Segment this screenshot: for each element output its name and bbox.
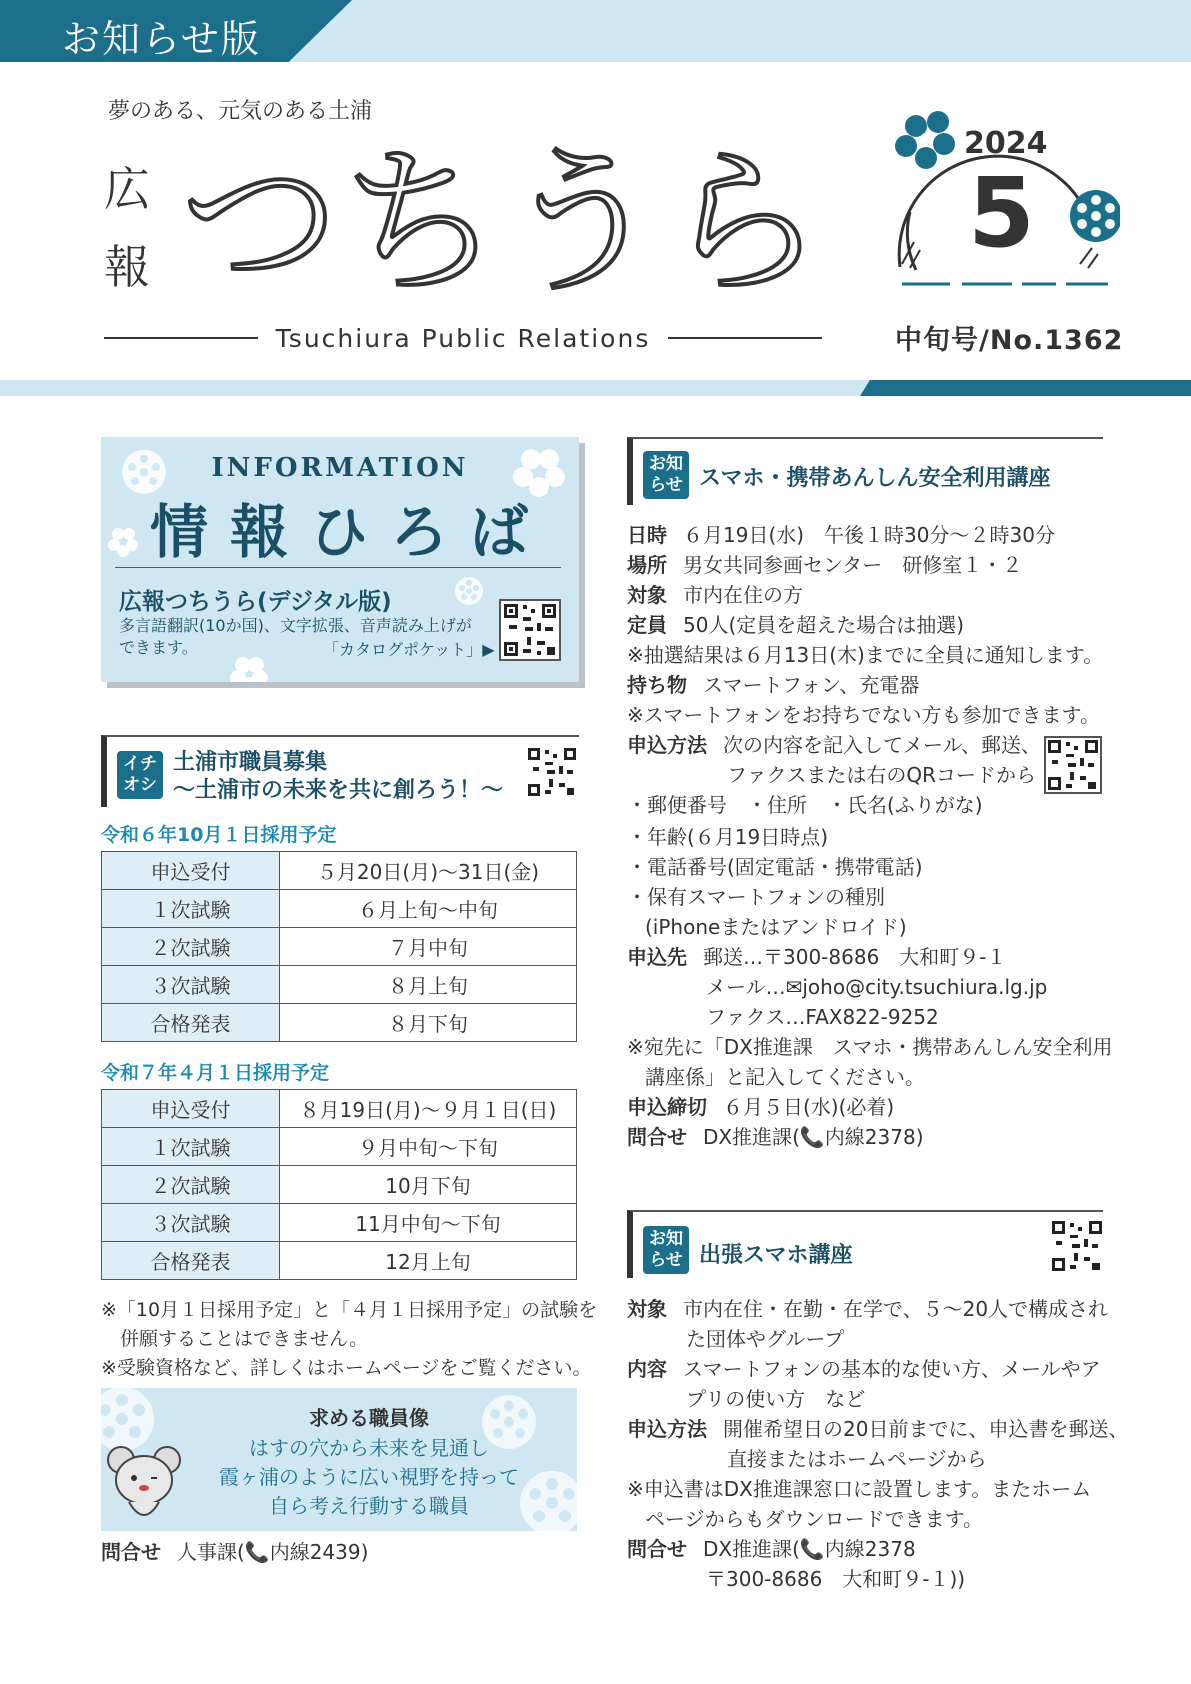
detail-row <box>645 912 907 942</box>
detail-value: ※スマートフォンをお持ちでない方も参加できます。 <box>627 703 1100 727</box>
stage-date: ８月上旬 <box>280 966 577 1004</box>
detail-label: 日時 <box>627 523 667 547</box>
digital-edition-desc-line1: 多言語翻訳(10か国)、文字拡張、音声読み上げが <box>119 616 472 635</box>
note-line: ※受験資格など、詳しくはホームページをご覧ください。 <box>101 1357 592 1379</box>
stage-date: 10月下旬 <box>280 1166 577 1204</box>
qr-code[interactable] <box>1044 736 1102 794</box>
issue-number: 中旬号/No.1362 <box>895 325 1124 356</box>
qr-code[interactable] <box>1051 1220 1103 1272</box>
qr-code-pattern <box>1046 738 1100 792</box>
detail-row <box>627 1032 1112 1062</box>
info-heading-ja: 情報ひろば <box>149 498 550 566</box>
detail-value: ・郵便番号 ・住所 ・氏名(ふりがな) <box>627 793 983 817</box>
qr-code-pattern <box>527 747 577 797</box>
detail-value: DX推進課(📞内線2378 <box>703 1537 916 1561</box>
detail-value: た団体やグループ <box>686 1327 845 1351</box>
lotus-root-icon <box>453 575 485 607</box>
detail-row <box>627 1534 916 1564</box>
notice-badge-line1: お知 <box>649 454 683 474</box>
detail-row <box>706 1564 965 1594</box>
digital-edition-desc-line2: できます。 <box>119 638 198 657</box>
detail-label: 場所 <box>627 553 667 577</box>
table-row <box>102 1128 577 1166</box>
detail-row <box>627 730 1041 760</box>
detail-value: 次の内容を記入してメール、郵送、 <box>723 733 1041 757</box>
stage-label: １次試験 <box>102 1128 280 1166</box>
mobile-course-header <box>627 1210 1103 1278</box>
stage-label: １次試験 <box>102 890 280 928</box>
ideal-staff-line: 霞ヶ浦のように広い視野を持って <box>219 1465 519 1489</box>
detail-value: プリの使い方 など <box>686 1387 866 1411</box>
detail-row <box>706 1002 939 1032</box>
detail-row <box>727 760 1036 790</box>
edition-label: お知らせ版 <box>62 17 261 61</box>
featured-badge-line1: イチ <box>123 754 157 774</box>
smartphone-course-header <box>627 437 1103 505</box>
table-row <box>102 1004 577 1042</box>
table-row <box>102 852 577 890</box>
detail-value: ・電話番号(固定電話・携帯電話) <box>627 855 923 879</box>
detail-row <box>627 942 1007 972</box>
detail-value: ・保有スマートフォンの種別 <box>627 885 885 909</box>
contact-value: 人事課(📞内線2439) <box>177 1540 369 1564</box>
ideal-staff-box <box>101 1388 577 1531</box>
detail-value: 男女共同参画センター 研修室１・２ <box>683 553 1023 577</box>
detail-label: 申込方法 <box>627 733 707 757</box>
kanji-prefix <box>104 150 164 306</box>
qr-code[interactable] <box>527 747 577 797</box>
notice-badge-line2: らせ <box>649 1250 683 1270</box>
notice-badge <box>643 1226 689 1274</box>
detail-row <box>645 1062 925 1092</box>
ideal-staff-title: 求める職員像 <box>309 1406 429 1430</box>
note-line: ※「10月１日採用予定」と「４月１日採用予定」の試験を <box>101 1299 598 1321</box>
flower-icon <box>895 111 955 169</box>
detail-row <box>627 640 1103 670</box>
contact-label: 問合せ <box>101 1540 161 1564</box>
stage-label: ２次試験 <box>102 1166 280 1204</box>
detail-row <box>627 790 983 820</box>
detail-row <box>627 610 964 640</box>
table-row <box>102 1166 577 1204</box>
recruit-notes <box>101 1296 597 1383</box>
detail-value: ページからもダウンロードできます。 <box>645 1507 983 1531</box>
detail-row <box>627 852 923 882</box>
stage-label: 申込受付 <box>102 852 280 890</box>
tagline: 夢のある、元気のある土浦 <box>108 99 373 124</box>
kanji-prefix-2: 報 <box>104 240 150 294</box>
digital-edition-title: 広報つちうら(デジタル版) <box>119 589 392 615</box>
stage-label: ２次試験 <box>102 928 280 966</box>
detail-value: ※抽選結果は６月13日(木)までに全員に通知します。 <box>627 643 1104 667</box>
detail-value: スマートフォン、充電器 <box>703 673 920 697</box>
schedule-apr-table <box>101 1089 577 1280</box>
detail-value: DX推進課(📞内線2378) <box>703 1125 924 1149</box>
detail-row <box>727 1444 987 1474</box>
kanji-prefix-1: 広 <box>104 162 150 216</box>
subtitle-row <box>104 318 822 358</box>
detail-label: 対象 <box>627 1297 667 1321</box>
stage-label: 申込受付 <box>102 1090 280 1128</box>
detail-row <box>627 1474 1091 1504</box>
stage-date: 11月中旬〜下旬 <box>280 1204 577 1242</box>
note-line: 併願することはできません。 <box>101 1328 369 1350</box>
detail-value: 市内在住の方 <box>683 583 803 607</box>
qr-code-pattern <box>501 601 559 659</box>
detail-value: ※申込書はDX推進課窓口に設置します。またホーム <box>627 1477 1092 1501</box>
featured-badge <box>117 751 163 799</box>
featured-badge-line2: オシ <box>123 775 157 795</box>
detail-value: ファクス…FAX822-9252 <box>706 1005 939 1029</box>
detail-row <box>627 520 1055 550</box>
detail-label: 対象 <box>627 583 667 607</box>
detail-row <box>627 580 803 610</box>
stage-date: ８月19日(月)〜９月１日(日) <box>280 1090 577 1128</box>
recruit-title: 土浦市職員募集 <box>173 750 328 775</box>
detail-row <box>645 1504 983 1534</box>
detail-value: 開催希望日の20日前までに、申込書を郵送、 <box>723 1417 1129 1441</box>
detail-value: 直接またはホームページから <box>727 1447 987 1471</box>
detail-value: スマートフォンの基本的な使い方、メールやア <box>683 1357 1101 1381</box>
stage-label: 合格発表 <box>102 1242 280 1280</box>
detail-value: ファクスまたは右のQRコードから <box>727 763 1037 787</box>
recruit-subtitle: 〜土浦市の未来を共に創ろう！〜 <box>173 778 504 803</box>
detail-row <box>627 822 828 852</box>
schedule-oct-table <box>101 851 577 1042</box>
header-rule-accent <box>860 380 1191 396</box>
detail-value: 郵送…〒300-8686 大和町９-１ <box>703 945 1007 969</box>
info-divider <box>115 567 561 568</box>
detail-row <box>627 1354 1101 1384</box>
detail-value: ６月19日(水) 午後１時30分〜２時30分 <box>683 523 1055 547</box>
subtitle-rule-right <box>668 337 822 339</box>
information-box <box>101 437 579 682</box>
detail-label: 持ち物 <box>627 673 687 697</box>
detail-label: 問合せ <box>627 1537 687 1561</box>
detail-row <box>627 670 919 700</box>
detail-value: メール…✉joho@city.tsuchiura.lg.jp <box>706 975 1048 999</box>
notice-badge-line2: らせ <box>649 475 683 495</box>
recruit-contact <box>101 1536 368 1565</box>
stage-date: ８月下旬 <box>280 1004 577 1042</box>
detail-label: 内容 <box>627 1357 667 1381</box>
notice-badge <box>643 451 689 499</box>
notice-badge-line1: お知 <box>649 1229 683 1249</box>
table-row <box>102 1204 577 1242</box>
table-row <box>102 890 577 928</box>
ideal-staff-line: 自ら考え行動する職員 <box>269 1494 469 1518</box>
info-heading-en: INFORMATION <box>211 453 469 483</box>
table-row <box>102 1242 577 1280</box>
detail-row <box>706 972 1047 1002</box>
detail-value: ※宛先に「DX推進課 スマホ・携帯あんしん安全利用 <box>627 1035 1113 1059</box>
detail-value: 講座係」と記入してください。 <box>645 1065 925 1089</box>
stage-label: 合格発表 <box>102 1004 280 1042</box>
stage-label: ３次試験 <box>102 966 280 1004</box>
detail-label: 定員 <box>627 613 667 637</box>
schedule-oct-heading: 令和６年10月１日採用予定 <box>101 824 337 846</box>
catalog-pocket-link[interactable]: 「カタログポケット」▶ <box>323 640 495 659</box>
subtitle: Tsuchiura Public Relations <box>275 323 651 353</box>
detail-label: 申込締切 <box>627 1095 707 1119</box>
newsletter-title <box>180 138 840 308</box>
detail-value: ６月５日(水)(必着) <box>723 1095 895 1119</box>
detail-row <box>627 1414 1128 1444</box>
detail-row <box>627 1122 924 1152</box>
detail-value: 市内在住・在勤・在学で、５〜20人で構成され <box>683 1297 1109 1321</box>
mobile-course-title: 出張スマホ講座 <box>699 1243 853 1268</box>
detail-row <box>627 700 1100 730</box>
stage-date: ７月中旬 <box>280 928 577 966</box>
issue-year: 2024 <box>964 126 1048 161</box>
detail-row <box>686 1324 844 1354</box>
schedule-apr-heading: 令和７年４月１日採用予定 <box>101 1062 330 1084</box>
issue-month: 5 <box>968 157 1035 269</box>
detail-row <box>627 550 1022 580</box>
table-row <box>102 928 577 966</box>
ideal-staff-line: はすの穴から未来を見通し <box>249 1436 489 1460</box>
detail-label: 申込方法 <box>627 1417 707 1441</box>
stage-date: 12月上旬 <box>280 1242 577 1280</box>
detail-row <box>627 1294 1108 1324</box>
detail-value: ・年齢(６月19日時点) <box>627 825 829 849</box>
detail-value: 〒300-8686 大和町９-１)) <box>706 1567 966 1591</box>
subtitle-rule-left <box>104 337 258 339</box>
detail-row <box>627 1092 894 1122</box>
recruit-section-header <box>101 735 579 807</box>
detail-row <box>686 1384 865 1414</box>
stage-date: ５月20日(月)〜31日(金) <box>280 852 577 890</box>
smartphone-course-title: スマホ・携帯あんしん安全利用講座 <box>699 466 1051 491</box>
detail-label: 問合せ <box>627 1125 687 1149</box>
table-row <box>102 1090 577 1128</box>
qr-code-pattern <box>1051 1220 1103 1272</box>
lotus-root-icon <box>1070 190 1120 242</box>
detail-value: (iPhoneまたはアンドロイド) <box>645 915 907 939</box>
qr-code[interactable] <box>499 599 561 661</box>
detail-label: 申込先 <box>627 945 687 969</box>
stage-label: ３次試験 <box>102 1204 280 1242</box>
detail-row <box>627 882 885 912</box>
stage-date: ６月上旬〜中旬 <box>280 890 577 928</box>
newsletter-title-text: つちうら <box>180 138 830 308</box>
detail-value: 50人(定員を超えた場合は抽選) <box>683 613 965 637</box>
stage-date: ９月中旬〜下旬 <box>280 1128 577 1166</box>
table-row <box>102 966 577 1004</box>
